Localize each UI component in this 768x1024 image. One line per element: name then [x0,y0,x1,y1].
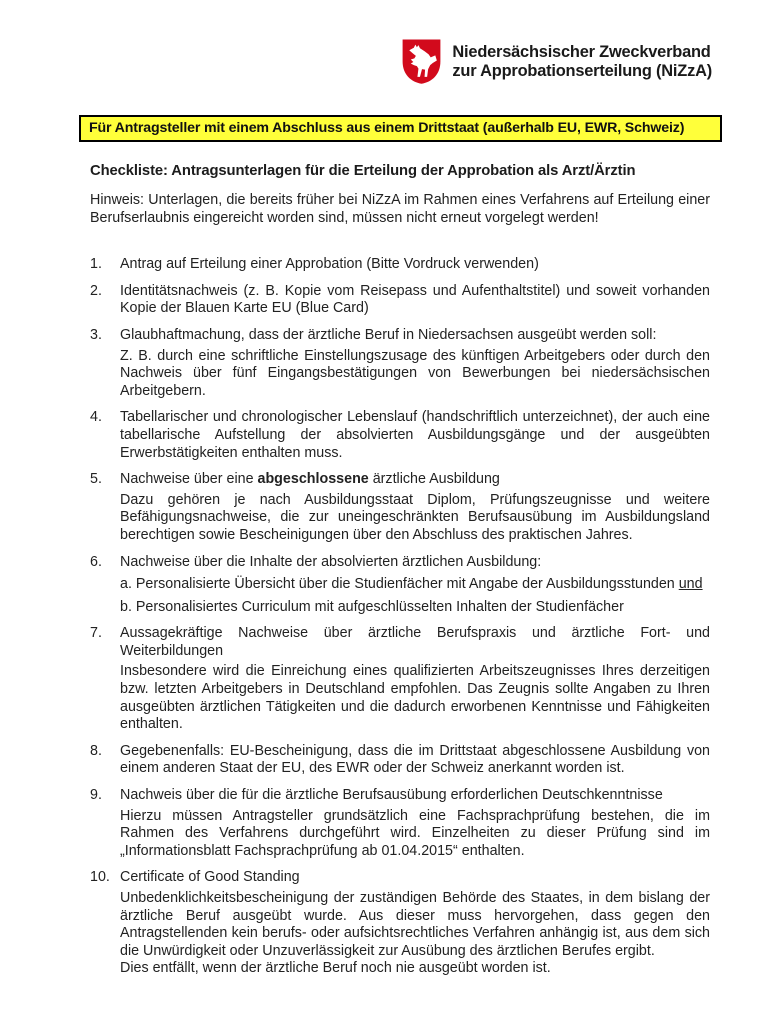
checklist-item [90,869,710,978]
item-number: 4. [90,409,102,426]
org-name-line2: zur Approbationserteilung (NiZzA) [452,61,712,80]
checklist-item [90,787,710,860]
checklist [90,256,710,978]
item-paragraph: Dies entfällt, wenn der ärztliche Beruf noch nie ausgeübt worden ist. [120,960,551,977]
checklist-item [90,554,710,617]
checklist-item [90,283,710,318]
item-number: 2. [90,282,102,299]
item-number: 3. [90,326,102,343]
note-paragraph: Hinweis: Unterlagen, die bereits früher bei NiZzA im Rahmen eines Verfahrens auf Erteilung einer Berufserlaubnis eingereicht worden sind, müssen nicht erneut vorgelegt werden! [90,192,710,226]
checklist-item [90,327,710,400]
item-heading: Tabellarischer und chronologischer Lebenslauf (handschriftlich unterzeichnet), der auch eine tabellarische Aufstellung der absolvierten Ausbildungsgänge und der ausgeübten Erwerbstätigkeiten enthalten muss. [120,409,710,461]
item-heading: Glaubhaftmachung, dass der ärztliche Beruf in Niedersachsen ausgeübt werden soll: [120,326,657,343]
checklist-item [90,743,710,778]
item-number: 9. [90,787,102,804]
checklist-item [90,256,710,274]
item-heading: Identitätsnachweis (z. B. Kopie vom Reisepass und Aufenthaltstitel) und soweit vorhanden Kopie der Blauen Karte EU (Blue Card) [120,282,710,317]
item-heading: Nachweise über eine abgeschlossene ärztliche Ausbildung [120,471,500,488]
item-heading: Nachweis über die für die ärztliche Berufsausübung erforderlichen Deutschkenntnisse [120,787,663,804]
item-paragraph: Hierzu müssen Antragsteller grundsätzlich eine Fachsprachprüfung bestehen, die im Rahmen des Verfahrens durchgeführt wird. Einzelheiten zu dieser Prüfung sind im „Informationsblatt Fachsprachprüfung ab 01.04.2015“ enthalten. [120,807,710,859]
item-heading: Gegebenenfalls: EU-Bescheinigung, dass die im Drittstaat abgeschlossene Ausbildung von einem anderen Staat der EU, des EWR oder der Schweiz anerkannt worden ist. [120,742,710,777]
item-number: 7. [90,625,102,642]
item-number: 6. [90,553,102,570]
document-header [0,0,768,85]
item-subline: b. Personalisiertes Curriculum mit aufgeschlüsselten Inhalten der Studienfächer [120,598,624,615]
item-paragraph: Unbedenklichkeitsbescheinigung der zuständigen Behörde des Staates, in dem bislang der ärztliche Beruf ausgeübt wurde. Aus dieser muss hervorgehen, dass gegen den Antragstellenden kein berufs- oder aufsichtsrechtliches Verfahren anhängig ist, aus dem sich die Unwürdigkeit oder Unzuverlässigkeit zur Ausübung des ärztlichen Berufes ergibt. [120,890,710,959]
item-subline: a. Personalisierte Übersicht über die Studienfächer mit Angabe der Ausbildungsstunden und [120,576,703,593]
niedersachsen-coat-of-arms-icon [401,38,442,85]
org-name-line1: Niedersächsischer Zweckverband [452,42,711,61]
checklist-item [90,625,710,734]
item-number: 10. [90,869,110,886]
checklist-title: Checkliste: Antragsunterlagen für die Erteilung der Approbation als Arzt/Ärztin [90,163,636,179]
item-number: 8. [90,742,102,759]
item-heading: Certificate of Good Standing [120,869,300,886]
item-paragraph: Z. B. durch eine schriftliche Einstellungszusage des künftigen Arbeitgebers oder durch den Nachweis über fünf Eingangsbestätigungen von Bewerbungen bei niedersächsischen Arbeitgebern. [120,347,710,399]
item-heading: Nachweise über die Inhalte der absolvierten ärztlichen Ausbildung: [120,553,542,570]
audience-banner: Für Antragsteller mit einem Abschluss aus einem Drittstaat (außerhalb EU, EWR, Schweiz) [79,115,722,142]
organization-name [452,43,712,81]
item-heading: Antrag auf Erteilung einer Approbation (Bitte Vordruck verwenden) [120,256,539,273]
checklist-item [90,409,710,462]
item-number: 1. [90,256,102,273]
checklist-item [90,471,710,544]
item-number: 5. [90,471,102,488]
item-heading: Aussagekräftige Nachweise über ärztliche Berufspraxis und ärztliche Fort- und Weiterbildungen [120,625,710,659]
item-paragraph: Insbesondere wird die Einreichung eines qualifizierten Arbeitszeugnisses Ihres derzeitigen bzw. letzten Arbeitgebers in Deutschland empfohlen. Das Zeugnis sollte Angaben zu Ihren ausgeübten ärztlichen Tätigkeiten und die dadurch erworbenen Kenntnisse und Fähigkeiten enthalten. [120,663,710,733]
item-paragraph: Dazu gehören je nach Ausbildungsstaat Diplom, Prüfungszeugnisse und weitere Befähigungsnachweise, die zur uneingeschränkten Berufsausübung im Ausbildungsland berechtigen sowie Bescheinigungen über den Abschluss des praktischen Jahres. [120,491,710,543]
